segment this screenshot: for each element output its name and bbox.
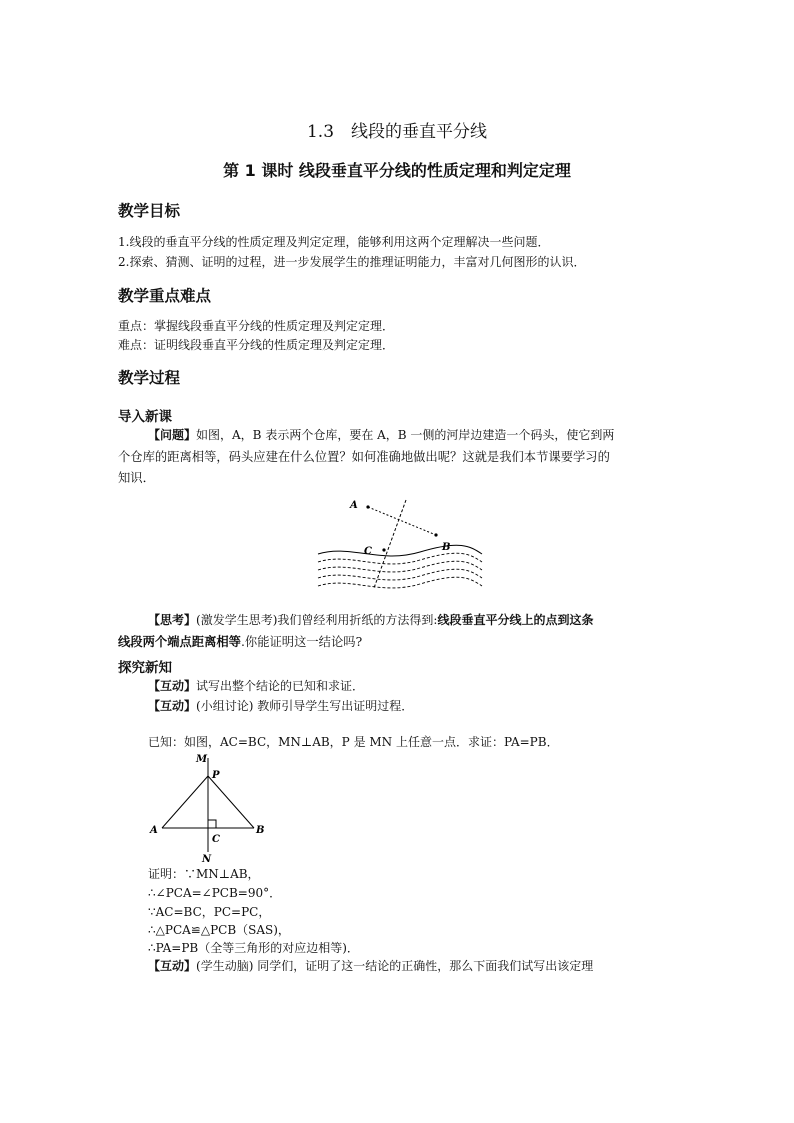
process-heading: 教学过程 [118, 369, 181, 387]
intro-heading: 导入新课 [118, 409, 172, 425]
think-tag: 【思考】 [148, 613, 197, 627]
key-points-heading: 教学重点难点 [118, 287, 212, 305]
think-tail: .你能证明这一结论吗? [240, 635, 363, 649]
segment-pa [162, 776, 208, 828]
interact-text-1: 试写出整个结论的已知和求证． [196, 679, 365, 693]
objective-item-1: 1.线段的垂直平分线的性质定理及判定定理，能够利用这两个定理解决一些问题． [118, 235, 550, 249]
think-line-1 [148, 611, 593, 628]
proof-line-5: ∴PA=PB（全等三角形的对应边相等)． [148, 941, 359, 955]
objectives-heading: 教学目标 [118, 202, 181, 220]
point-a [366, 505, 369, 508]
think-bold-1: 线段垂直平分线上的点到这条 [437, 613, 594, 627]
right-angle-mark [208, 820, 216, 828]
river-figure [310, 492, 490, 598]
label-p: P [212, 770, 220, 781]
point-c [382, 548, 385, 551]
question-line-1 [148, 426, 614, 443]
bisector-dotted-line [374, 500, 406, 588]
label-m: M [196, 754, 208, 765]
page-title: 1.3 线段的垂直平分线 [306, 122, 488, 142]
label-c2: C [212, 834, 220, 845]
key-point-text: 重点：掌握线段垂直平分线的性质定理及判定定理． [118, 319, 395, 333]
think-bold-2: 线段两个端点距离相等 [118, 635, 241, 649]
explore-heading: 探究新知 [118, 660, 172, 676]
label-n: N [202, 854, 212, 865]
interact-tag-2: 【互动】 [148, 699, 197, 713]
interact-tag-1: 【互动】 [148, 679, 197, 693]
proof-line-3: ∵AC=BC，PC=PC， [148, 905, 271, 919]
point-b [434, 533, 437, 536]
think-line-2 [118, 632, 362, 650]
proof-line-4: ∴△PCA≌△PCB（SAS)， [148, 923, 290, 937]
question-text-1: 如图，A，B 表示两个仓库，要在 A，B 一侧的河岸边建造一个码头，使它到两 [196, 428, 615, 442]
riverbank-line [318, 545, 482, 556]
given-text: 已知：如图，AC=BC，MN⊥AB，P 是 MN 上任意一点．求证：PA=PB． [148, 735, 559, 749]
river-wave-3 [318, 569, 482, 580]
objective-item-2: 2.探索、猜测、证明的过程，进一步发展学生的推理证明能力，丰富对几何图形的认识． [118, 255, 586, 269]
interact-text-3: (学生动脑) 同学们，证明了这一结论的正确性，那么下面我们试写出该定理 [196, 959, 594, 973]
question-line-3: 知识． [118, 471, 155, 485]
label-b: B [442, 542, 451, 553]
label-a: A [350, 500, 358, 511]
lesson-subtitle: 第 1 课时 线段垂直平分线的性质定理和判定定理 [223, 161, 571, 180]
interact-line-3 [148, 957, 593, 974]
proof-line-1: 证明：∵MN⊥AB， [148, 867, 260, 881]
interact-line-2 [148, 697, 413, 714]
think-text: (激发学生思考)我们曾经利用折纸的方法得到: [196, 613, 438, 627]
question-tag: 【问题】 [148, 428, 197, 442]
river-wave-4 [318, 577, 482, 588]
label-a2: A [150, 825, 158, 836]
question-line-2: 个仓库的距离相等，码头应建在什么位置？如何准确地做出呢？这就是我们本节课要学习的 [118, 450, 610, 464]
triangle-figure [146, 750, 276, 866]
difficulty-text: 难点：证明线段垂直平分线的性质定理及判定定理． [118, 338, 395, 352]
interact-line-1 [148, 677, 364, 694]
label-c: C [364, 546, 372, 557]
label-b2: B [256, 825, 265, 836]
river-wave-1 [318, 553, 482, 564]
interact-text-2: (小组讨论) 教师引导学生写出证明过程． [196, 699, 414, 713]
interact-tag-3: 【互动】 [148, 959, 197, 973]
proof-line-2: ∴∠PCA=∠PCB=90°． [148, 886, 282, 900]
river-wave-2 [318, 561, 482, 572]
